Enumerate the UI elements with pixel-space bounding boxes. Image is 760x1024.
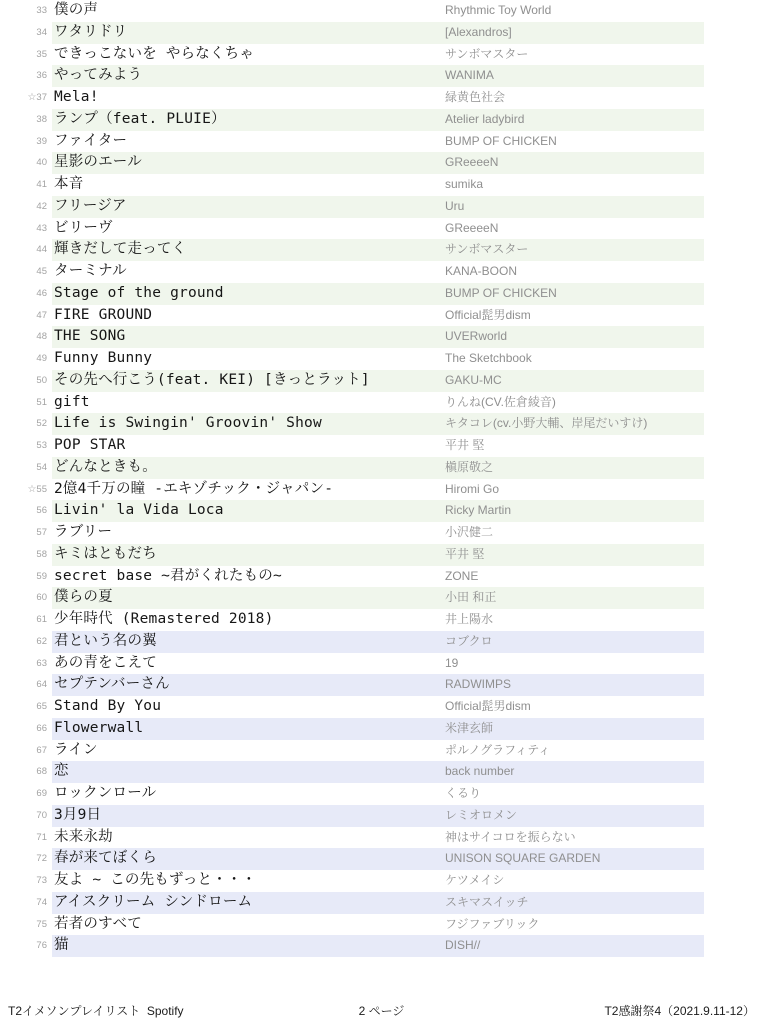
song-title: 輝きだして走ってく xyxy=(54,241,187,258)
row-highlight-band xyxy=(52,740,704,762)
row-highlight-band xyxy=(52,87,704,109)
table-row xyxy=(0,152,760,174)
song-title: その先へ行こう(feat. KEI) [きっとラット] xyxy=(54,371,370,388)
table-row xyxy=(0,609,760,631)
artist-name: WANIMA xyxy=(445,68,494,83)
song-title: POP STAR xyxy=(54,437,126,453)
row-number: 56 xyxy=(36,505,47,517)
song-title: 3月9日 xyxy=(54,806,102,823)
artist-name: スキマスイッチ xyxy=(445,894,529,909)
table-row xyxy=(0,522,760,544)
row-highlight-band xyxy=(52,674,704,696)
song-title: 君という名の翼 xyxy=(54,632,157,649)
page-footer xyxy=(8,1002,755,1019)
row-highlight-band xyxy=(52,22,704,44)
row-highlight-band xyxy=(52,326,704,348)
row-highlight-band xyxy=(52,413,704,435)
song-title: やってみよう xyxy=(54,67,143,84)
table-row xyxy=(0,566,760,588)
row-number: 36 xyxy=(36,70,47,82)
artist-name: Uru xyxy=(445,198,465,213)
row-number: 33 xyxy=(36,5,47,16)
row-number: 43 xyxy=(36,222,47,234)
row-number: 39 xyxy=(36,135,47,147)
row-highlight-band xyxy=(52,892,704,914)
row-number: 69 xyxy=(36,788,47,799)
row-number: 34 xyxy=(36,26,47,38)
table-row xyxy=(0,674,760,696)
song-title: 星影のエール xyxy=(54,154,142,171)
row-highlight-band xyxy=(52,174,704,196)
artist-name: 平井 堅 xyxy=(445,546,485,561)
row-number: 41 xyxy=(36,179,47,190)
row-highlight-band xyxy=(52,914,704,936)
table-row xyxy=(0,44,760,66)
artist-name: 緑黄色社会 xyxy=(445,90,506,104)
table-row xyxy=(0,218,760,240)
row-number: 54 xyxy=(36,461,47,473)
song-title: セプテンバーさん xyxy=(54,676,170,693)
row-highlight-band xyxy=(52,566,704,588)
row-number: 74 xyxy=(36,896,47,908)
artist-name: キタコレ(cv.小野大輔、岸尾だいすけ) xyxy=(445,416,648,431)
table-row xyxy=(0,87,760,109)
song-title: Stand By You xyxy=(54,698,162,714)
row-number: ☆37 xyxy=(27,92,47,103)
row-number: 71 xyxy=(36,831,47,843)
row-highlight-band xyxy=(52,109,704,131)
row-highlight-band xyxy=(52,870,704,892)
footer-page-number: 2 ページ xyxy=(358,1004,405,1018)
table-row xyxy=(0,696,760,718)
table-row xyxy=(0,261,760,283)
song-title: Livin' la Vida Loca xyxy=(54,502,224,519)
table-row xyxy=(0,392,760,414)
row-highlight-band xyxy=(52,196,704,218)
artist-name: The Sketchbook xyxy=(445,351,532,365)
song-title: THE SONG xyxy=(54,328,126,345)
row-highlight-band xyxy=(52,544,704,566)
artist-name: KANA-BOON xyxy=(445,264,518,278)
row-number: 51 xyxy=(36,396,47,408)
artist-name: GReeeeN xyxy=(445,220,499,235)
row-number: 38 xyxy=(36,113,47,125)
table-row xyxy=(0,479,760,501)
row-number: 62 xyxy=(36,635,47,647)
row-highlight-band xyxy=(52,44,704,66)
row-number: 63 xyxy=(36,657,47,669)
row-highlight-band xyxy=(52,653,704,675)
row-highlight-band xyxy=(52,218,704,240)
row-highlight-band xyxy=(52,392,704,414)
row-number: 40 xyxy=(36,157,47,169)
row-highlight-band xyxy=(52,761,704,783)
table-row xyxy=(0,653,760,675)
row-number: 35 xyxy=(36,48,47,60)
song-title: できっこないを やらなくちゃ xyxy=(54,45,255,62)
song-title: Funny Bunny xyxy=(54,350,153,366)
artist-name: BUMP OF CHICKEN xyxy=(445,285,557,300)
row-number: 61 xyxy=(36,614,47,625)
artist-name: Hiromi Go xyxy=(445,481,500,496)
row-highlight-band xyxy=(52,239,704,261)
artist-name: Official髭男dism xyxy=(445,307,531,322)
row-highlight-band xyxy=(52,848,704,870)
row-highlight-band xyxy=(52,718,704,740)
artist-name: DISH// xyxy=(445,938,481,953)
song-title: ラブリー xyxy=(54,524,113,540)
row-number: 70 xyxy=(36,809,47,821)
row-highlight-band xyxy=(52,631,704,653)
row-number: 42 xyxy=(36,200,47,212)
song-title: アイスクリーム シンドローム xyxy=(54,893,253,910)
row-number: 65 xyxy=(36,701,47,712)
table-row xyxy=(0,761,760,783)
artist-name: くるり xyxy=(445,786,482,800)
artist-name: Ricky Martin xyxy=(445,503,512,518)
artist-name: 神はサイコロを振らない xyxy=(445,829,576,844)
song-title: 僕の声 xyxy=(54,2,99,18)
song-title: 若者のすべて xyxy=(54,915,142,932)
artist-name: UNISON SQUARE GARDEN xyxy=(445,851,601,866)
artist-name: ポルノグラフィティ xyxy=(445,742,551,757)
row-number: 53 xyxy=(36,440,47,451)
song-title: 少年時代 (Remastered 2018) xyxy=(54,611,274,627)
table-row xyxy=(0,783,760,805)
table-row xyxy=(0,413,760,435)
table-row xyxy=(0,892,760,914)
song-title: Stage of the ground xyxy=(54,284,224,301)
table-row xyxy=(0,174,760,196)
artist-name: りんね(CV.佐倉綾音) xyxy=(445,394,556,409)
row-number: ☆55 xyxy=(27,483,47,495)
artist-name: ZONE xyxy=(445,568,479,583)
row-highlight-band xyxy=(52,783,704,805)
table-row xyxy=(0,435,760,457)
song-title: ロックンロール xyxy=(54,785,157,801)
artist-name: 平井 堅 xyxy=(445,438,485,452)
table-row xyxy=(0,239,760,261)
row-highlight-band xyxy=(52,609,704,631)
row-highlight-band xyxy=(52,152,704,174)
table-row xyxy=(0,631,760,653)
row-highlight-band xyxy=(52,65,704,87)
row-number: 72 xyxy=(36,853,47,865)
table-row xyxy=(0,935,760,957)
artist-name: BUMP OF CHICKEN xyxy=(445,133,557,148)
row-number: 52 xyxy=(36,418,47,430)
song-title: 2億4千万の瞳 -エキゾチック・ジャパン- xyxy=(54,480,334,497)
table-row xyxy=(0,326,760,348)
song-title: キミはともだち xyxy=(54,545,157,562)
table-row xyxy=(0,196,760,218)
song-title: 恋 xyxy=(54,763,69,780)
song-title: どんなときも。 xyxy=(54,458,157,475)
song-title: FIRE GROUND xyxy=(54,306,153,323)
table-row xyxy=(0,109,760,131)
row-highlight-band xyxy=(52,305,704,327)
row-highlight-band xyxy=(52,348,704,370)
row-highlight-band xyxy=(52,370,704,392)
song-title: ファイター xyxy=(54,132,128,149)
table-row xyxy=(0,131,760,153)
table-row xyxy=(0,22,760,44)
artist-name: sumika xyxy=(445,177,484,191)
artist-name: 小田 和正 xyxy=(445,590,497,605)
song-title: ワタリドリ xyxy=(54,23,128,40)
table-row xyxy=(0,305,760,327)
artist-name: RADWIMPS xyxy=(445,677,511,692)
row-highlight-band xyxy=(52,283,704,305)
song-title: フリージア xyxy=(54,197,127,214)
artist-name: 19 xyxy=(445,655,459,670)
song-title: secret base ~君がくれたもの~ xyxy=(54,567,282,584)
row-number: 73 xyxy=(36,875,47,886)
row-number: 50 xyxy=(36,374,47,386)
row-highlight-band xyxy=(52,435,704,457)
song-title: ターミナル xyxy=(54,263,127,279)
table-row xyxy=(0,283,760,305)
artist-name: [Alexandros] xyxy=(445,24,512,39)
artist-name: サンボマスター xyxy=(445,46,529,61)
row-highlight-band xyxy=(52,827,704,849)
table-row xyxy=(0,0,760,22)
row-highlight-band xyxy=(52,696,704,718)
song-title: 本音 xyxy=(54,176,84,192)
row-highlight-band xyxy=(52,457,704,479)
row-number: 68 xyxy=(36,766,47,778)
row-number: 75 xyxy=(36,918,47,930)
table-row xyxy=(0,870,760,892)
table-row xyxy=(0,544,760,566)
row-highlight-band xyxy=(52,522,704,544)
row-highlight-band xyxy=(52,935,704,957)
table-row xyxy=(0,65,760,87)
row-number: 44 xyxy=(36,244,47,256)
song-title: Flowerwall xyxy=(54,719,144,736)
song-title: あの青をこえて xyxy=(54,654,157,671)
artist-name: back number xyxy=(445,764,515,779)
artist-name: 槇原敬之 xyxy=(445,459,494,474)
artist-name: レミオロメン xyxy=(445,807,518,822)
song-title: 未来永劫 xyxy=(54,828,113,845)
artist-name: Rhythmic Toy World xyxy=(445,3,552,17)
artist-name: コブクロ xyxy=(445,633,493,648)
artist-name: 小沢健二 xyxy=(445,525,494,539)
table-row xyxy=(0,500,760,522)
row-highlight-band xyxy=(52,131,704,153)
artist-name: サンボマスター xyxy=(445,242,529,257)
song-title: ビリーヴ xyxy=(54,219,113,236)
artist-name: Atelier ladybird xyxy=(445,111,525,126)
row-number: 64 xyxy=(36,679,47,691)
artist-name: GAKU-MC xyxy=(445,372,502,387)
song-title: 友よ ~ この先もずっと・・・ xyxy=(54,872,257,888)
row-highlight-band xyxy=(52,479,704,501)
artist-name: 井上陽水 xyxy=(445,612,494,626)
table-row xyxy=(0,914,760,936)
song-title: Mela! xyxy=(54,89,99,105)
row-number: 59 xyxy=(36,570,47,582)
table-row xyxy=(0,370,760,392)
song-title: ライン xyxy=(54,741,98,758)
song-title: 春が来てぼくら xyxy=(54,850,157,867)
table-row xyxy=(0,740,760,762)
artist-name: 米津玄師 xyxy=(445,720,494,735)
artist-name: フジファブリック xyxy=(445,916,540,931)
row-number: 60 xyxy=(36,592,47,604)
artist-name: UVERworld xyxy=(445,329,508,344)
footer-event-label: T2感謝祭4（2021.9.11-12） xyxy=(604,1004,755,1018)
table-row xyxy=(0,457,760,479)
row-highlight-band xyxy=(52,0,704,22)
row-number: 49 xyxy=(36,353,47,364)
row-number: 46 xyxy=(36,287,47,299)
table-row xyxy=(0,348,760,370)
row-highlight-band xyxy=(52,587,704,609)
row-number: 45 xyxy=(36,266,47,277)
song-title: Life is Swingin' Groovin' Show xyxy=(54,415,322,432)
song-title: gift xyxy=(54,393,90,410)
table-row xyxy=(0,587,760,609)
footer-playlist-title: T2イメソンプレイリスト Spotify xyxy=(8,1004,184,1018)
star-icon: ☆ xyxy=(27,92,37,103)
artist-name: ケツメイシ xyxy=(445,873,505,887)
row-number: 67 xyxy=(36,744,47,756)
row-highlight-band xyxy=(52,261,704,283)
table-row xyxy=(0,848,760,870)
row-number: 47 xyxy=(36,309,47,321)
row-number: 48 xyxy=(36,331,47,343)
row-number: 66 xyxy=(36,722,47,734)
table-row xyxy=(0,805,760,827)
row-number: 58 xyxy=(36,548,47,560)
song-title: 僕らの夏 xyxy=(54,589,113,606)
artist-name: Official髭男dism xyxy=(445,699,531,713)
row-highlight-band xyxy=(52,500,704,522)
song-title: 猫 xyxy=(54,937,69,954)
row-number: 76 xyxy=(36,940,47,952)
artist-name: GReeeeN xyxy=(445,155,499,170)
row-highlight-band xyxy=(52,805,704,827)
star-icon: ☆ xyxy=(27,483,37,495)
song-title: ランプ（feat. PLUIE） xyxy=(54,110,226,127)
table-row xyxy=(0,827,760,849)
table-row xyxy=(0,718,760,740)
row-number: 57 xyxy=(36,527,47,538)
